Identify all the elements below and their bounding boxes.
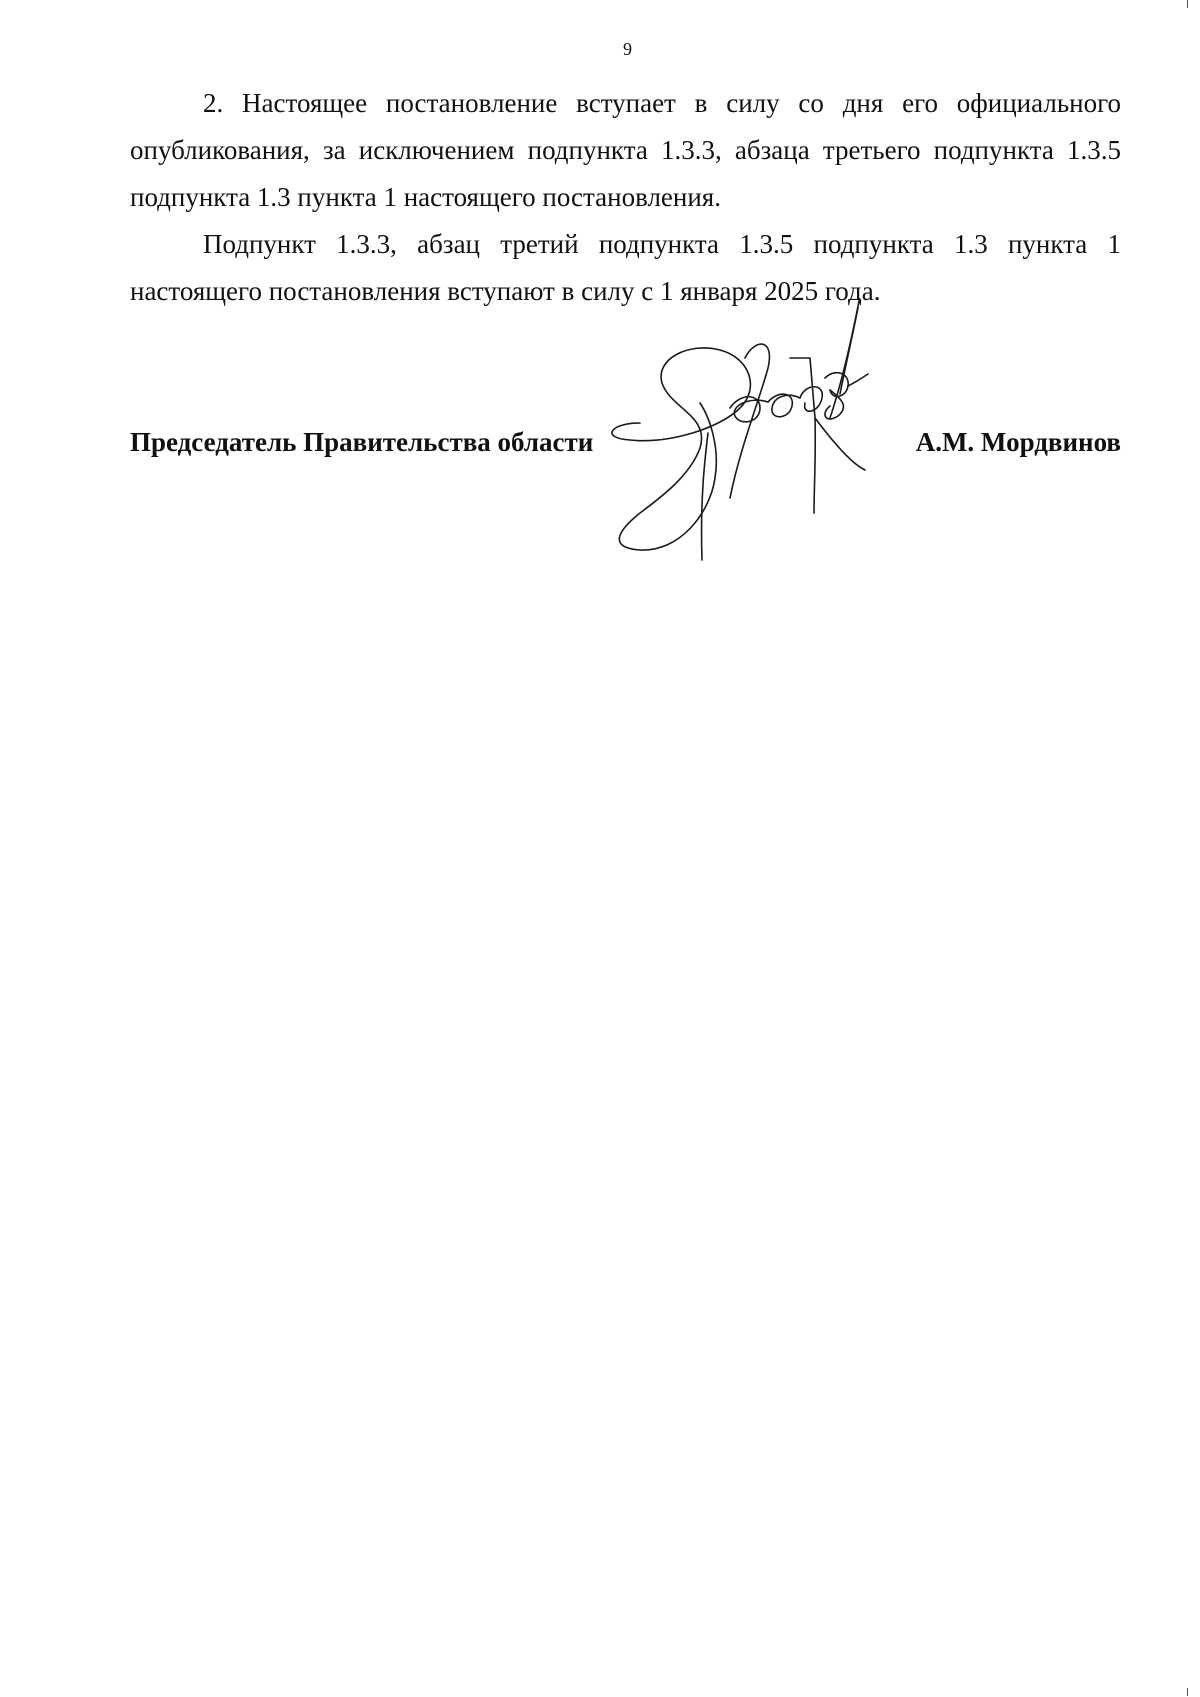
paragraph-exception-effective-date: Подпункт 1.3.3, абзац третий подпункта 1.3.5 подпункта 1.3 пункта 1 настоящего постановления вступают в силу с 1 января 2025 года. xyxy=(130,229,1121,306)
scan-edge-mark xyxy=(1187,0,1188,8)
signature-block xyxy=(130,422,1121,462)
page-number: 9 xyxy=(623,39,632,59)
signatory-position: Председатель Правительства области xyxy=(130,427,594,457)
paragraph-effective-date: 2. Настоящее постановление вступает в силу со дня его официального опубликования, за исключением подпункта 1.3.3, абзаца третьего подпункта 1.3.5 подпункта 1.3 пункта 1 настоящего постановления. xyxy=(130,88,1121,212)
scan-edge-mark xyxy=(1187,1688,1188,1696)
document-body xyxy=(130,80,1121,315)
signatory-name: А.М. Мордвинов xyxy=(915,427,1121,457)
